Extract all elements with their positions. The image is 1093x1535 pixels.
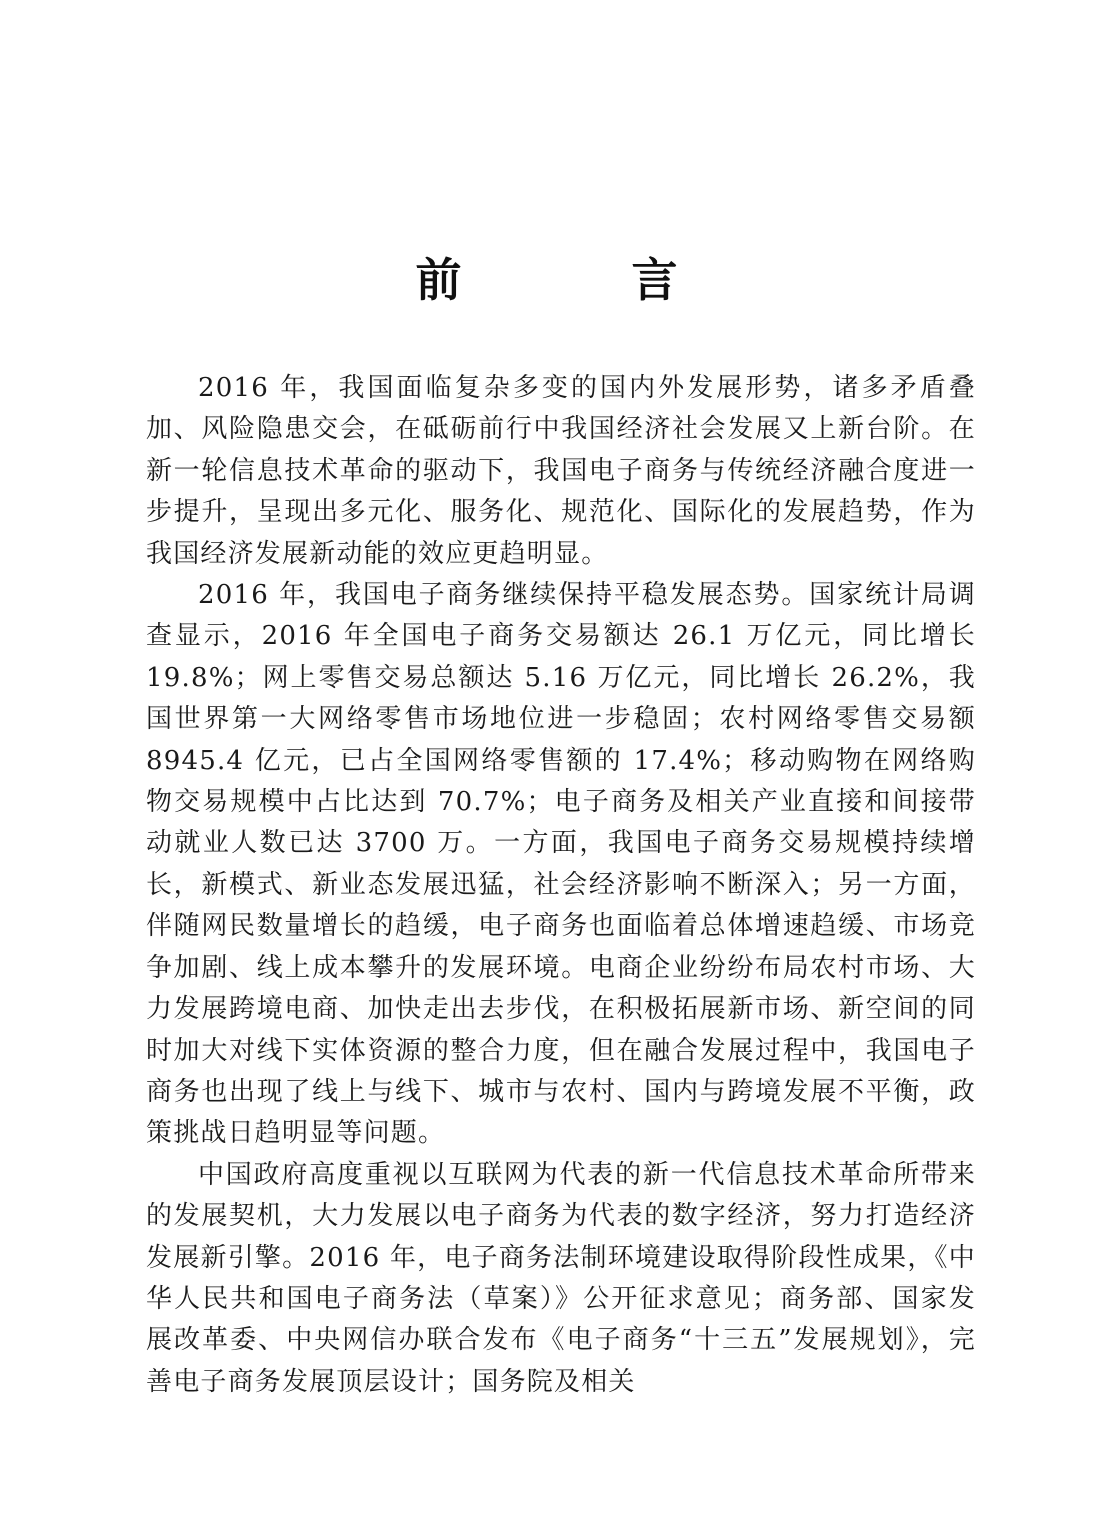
page-title: 前 言 [415,253,740,307]
paragraph-1: 2016 年，我国面临复杂多变的国内外发展形势，诸多矛盾叠加、风险隐患交会，在砥砺前行中我国经济社会发展又上新台阶。在新一轮信息技术革命的驱动下，我国电子商务与传统经济融合度进一步提升，呈现出多元化、服务化、规范化、国际化的发展趋势，作为我国经济发展新动能的效应更趋明显。 [146,373,976,569]
paragraph-2: 2016 年，我国电子商务继续保持平稳发展态势。国家统计局调查显示，2016 年全国电子商务交易额达 26.1 万亿元，同比增长 19.8%；网上零售交易总额达 5.16 万亿元，同比增长 26.2%，我国世界第一大网络零售市场地位进一步稳固；农村网络零售交易额 8945.4 亿元，已占全国网络零售额的 17.4%；移动购物在网络购物交易规模中占比达到 70.7%；电子商务及相关产业直接和间接带动就业人数已达 3700 万。一方面，我国电子商务交易规模持续增长，新模式、新业态发展迅猛，社会经济影响不断深入；另一方面，伴随网民数量增长的趋缓，电子商务也面临着总体增速趋缓、市场竞争加剧、线上成本攀升的发展环境。电商企业纷纷布局农村市场、大力发展跨境电商、加快走出去步伐，在积极拓展新市场、新空间的同时加大对线下实体资源的整合力度，但在融合发展过程中，我国电子商务也出现了线上与线下、城市与农村、国内与跨境发展不平衡，政策挑战日趋明显等问题。 [146,580,976,1149]
paragraph-3: 中国政府高度重视以互联网为代表的新一代信息技术革命所带来的发展契机，大力发展以电子商务为代表的数字经济，努力打造经济发展新引擎。2016 年，电子商务法制环境建设取得阶段性成果，《中华人民共和国电子商务法（草案）》公开征求意见；商务部、国家发展改革委、中央网信办联合发布《电子商务“十三五”发展规划》，完善电子商务发展顶层设计；国务院及相关 [146,1159,976,1397]
body-text [146,368,976,1403]
